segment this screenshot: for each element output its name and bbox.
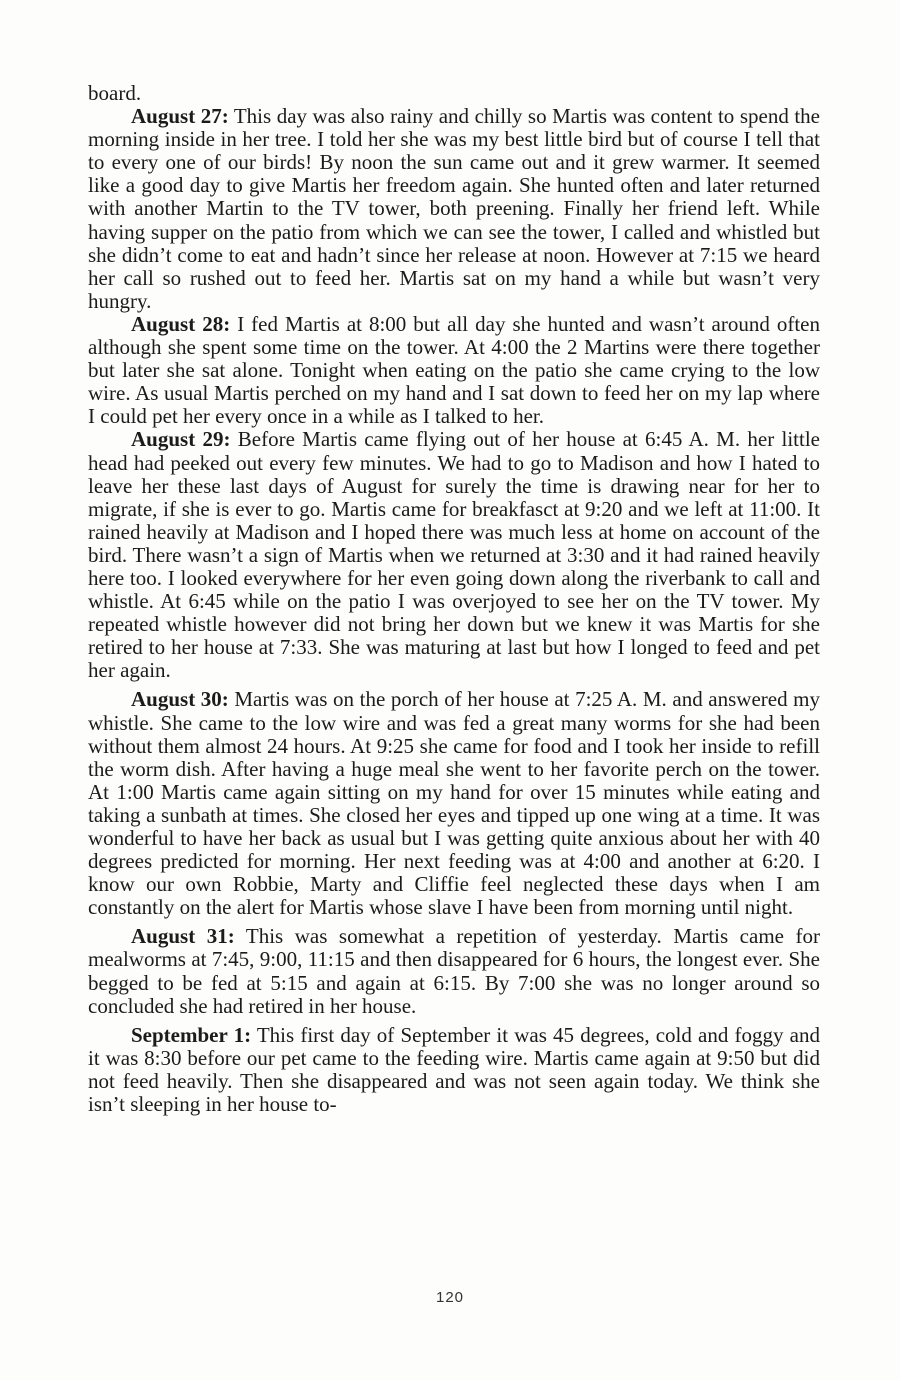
entry-text: This was somewhat a repetition of yesterday. Martis came for mealworms at 7:45, 9:00, 11:15 and then disappeared for 6 hours, the longest ever. She begged to be fed at 5:15 and again at 6:15. By 7:00 she was no longer around so concluded she had retired in her house. bbox=[88, 924, 820, 1018]
entry-text: This first day of September it was 45 degrees, cold and foggy and it was 8:30 before our pet came to the feeding wire. Martis came again at 9:50 but did not feed heavily. Then she disappeared and was not seen again today. We think she isn’t sleeping in her house to- bbox=[88, 1022, 820, 1117]
entry-date: August 29: bbox=[131, 427, 231, 452]
entry-date: August 27: bbox=[131, 104, 229, 129]
page-number: 120 bbox=[435, 1289, 465, 1306]
document-body bbox=[88, 82, 820, 1116]
entry-september-1 bbox=[88, 1024, 820, 1116]
entry-august-30 bbox=[88, 688, 820, 919]
entry-august-27 bbox=[88, 105, 820, 313]
entry-date: August 28: bbox=[131, 311, 231, 336]
entry-august-29 bbox=[88, 428, 820, 682]
entry-text: This day was also rainy and chilly so Martis was content to spend the morning inside in her tree. I told her she was my best little bird but of course I tell that to every one of our birds! By noon the sun came out and it grew warmer. It seemed like a good day to give Martis her freedom again. She hunted often and later returned with another Martin to the TV tower, both preening. Finally her friend left. While having supper on the patio from which we can see the tower, I called and whistled but she didn’t come to eat and hadn’t since her release at noon. However at 7:15 we heard her call so rushed out to feed her. Martis sat on my hand a while but wasn’t very hungry. bbox=[88, 104, 820, 313]
entry-august-28 bbox=[88, 313, 820, 428]
entry-text: I fed Martis at 8:00 but all day she hunted and wasn’t around often although she spent some time on the tower. At 4:00 the 2 Martins were there together but later she sat alone. Tonight when eating on the patio she came crying to the low wire. As usual Martis perched on my hand and I sat down to feed her on my lap where I could pet her every once in a while as I talked to her. bbox=[88, 311, 820, 429]
entry-text: Martis was on the porch of her house at 7:25 A. M. and answered my whistle. She came to the low wire and was fed a great many worms for she had been without them almost 24 hours. At 9:25 she came for food and I took her inside to refill the worm dish. After having a huge meal she went to her favorite perch on the tower. At 1:00 Martis came again sitting on my hand for over 15 minutes while eating and taking a sunbath at times. She closed her eyes and tipped up one wing at a time. It was wonderful to have her back as usual but I was getting quite anxious about her with 40 degrees predicted for morning. Her next feeding was at 4:00 and another at 6:20. I know our own Robbie, Marty and Cliffie feel neglected these days when I am constantly on the alert for Martis whose slave I have been from morning until night. bbox=[88, 687, 821, 920]
paragraph-continuation bbox=[88, 82, 820, 105]
entry-august-31 bbox=[88, 925, 820, 1017]
entry-text: Before Martis came flying out of her house at 6:45 A. M. her little head had peeked out every few minutes. We had to go to Madison and how I hated to leave her these last days of August for surely the time is drawing near for her to migrate, if she is ever to go. Martis came for breakfasct at 9:20 and we left at 11:00. It rained heavily at Madison and I hoped there was much less at home on account of the bird. There wasn’t a sign of Martis when we returned at 3:30 and it had rained heavily here too. I looked everywhere for her even going down along the riverbank to call and whistle. At 6:45 while on the patio I was overjoyed to see her on the TV tower. My repeated whistle however did not bring her down but we knew it was Martis for she retired to her house at 7:33. She was maturing at last but how I longed to feed and pet her again. bbox=[88, 427, 820, 683]
entry-date: August 31: bbox=[131, 924, 235, 949]
entry-date: August 30: bbox=[131, 687, 229, 712]
continuation-text: board. bbox=[88, 81, 142, 105]
entry-date: September 1: bbox=[131, 1022, 252, 1047]
